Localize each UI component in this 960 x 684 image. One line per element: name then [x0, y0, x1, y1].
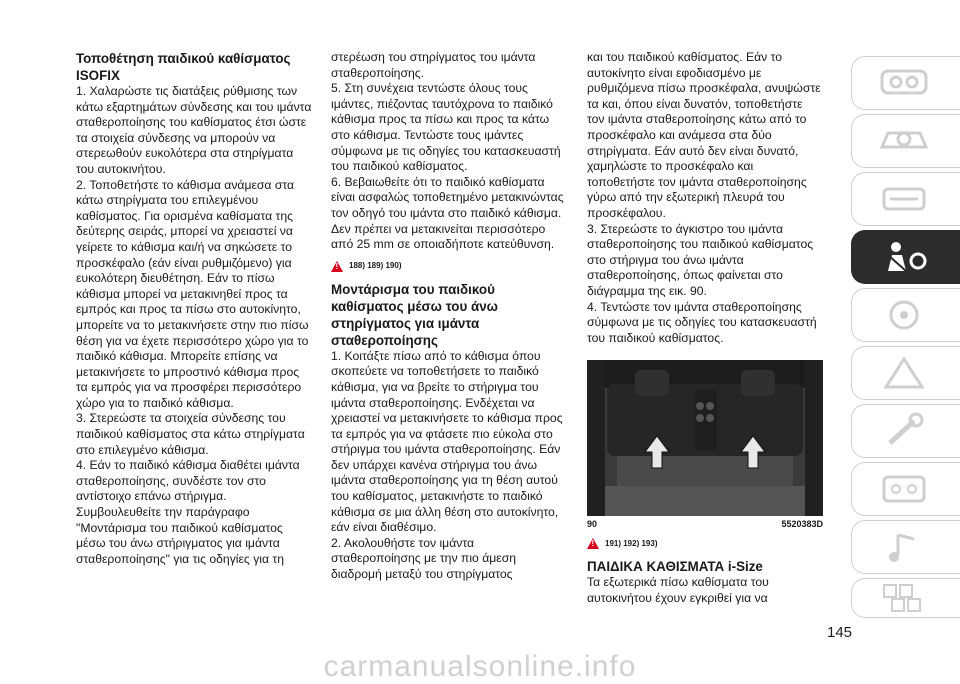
paragraph: 3. Στερεώστε το άγκιστρο του ιμάντα σταθεροποίησης του παιδικού καθίσματος στο στήριγμα του άνω ιμάντα σταθεροποίησης, όπως φαίνεται στο διάγραμμα της εικ. 90. [587, 221, 814, 298]
wrench-icon [874, 411, 934, 451]
tab-starting-driving[interactable] [851, 288, 960, 342]
section-heading-isofix: Τοποθέτηση παιδικού καθίσματος ISOFIX [76, 51, 291, 83]
paragraph: 3. Στερεώστε τα στοιχεία σύνδεσης του παιδικού καθίσματος στα κάτω στηρίγματα στο επιλεγμένο κάθισμα. [76, 411, 305, 457]
figure-number: 90 [587, 519, 598, 530]
tab-emergency[interactable] [851, 346, 960, 400]
chapter-tabs [830, 56, 960, 616]
music-note-icon [874, 527, 934, 567]
warning-reference [587, 538, 823, 549]
warning-refs: 188) 189) 190) [349, 261, 402, 271]
figure-caption [587, 518, 823, 530]
index-letters-icon [874, 581, 934, 615]
tab-index[interactable] [851, 578, 960, 618]
rear-seat-illustration [587, 360, 823, 516]
car-warning-icon [874, 121, 934, 161]
paragraph: 4. Τεντώστε τον ιμάντα σταθεροποίησης σύμφωνα με τις οδηγίες του κατασκευαστή του παιδικού καθίσματος. [587, 299, 817, 345]
tab-maintenance[interactable] [851, 404, 960, 458]
paragraph: 4. Εάν το παιδικό κάθισμα διαθέτει ιμάντα σταθεροποίησης, συνδέστε τον στο αντίστοιχο επάνω στήριγμα. Συμβουλευθείτε την παράγραφο "Μοντάρισμα του παιδικού καθίσματος μέσω του άνω στήριγματος για ιμάντα σταθεροποίησης" για τις οδηγίες για τη [76, 458, 300, 566]
column-3 [587, 50, 823, 606]
tab-safety[interactable] [851, 230, 960, 284]
warning-triangle-icon [331, 261, 343, 272]
car-dashboard-icon [874, 63, 934, 103]
paragraph: στερέωση του στηρίγματος του ιμάντα σταθεροποίησης. [331, 50, 536, 80]
seatbelt-safety-icon [874, 237, 934, 277]
paragraph: 5. Στη συνέχεια τεντώστε όλους τους ιμάντες, πιέζοντας ταυτόχρονα το παιδικό κάθισμα προς τα πίσω και προς τα κάτω στο κάθισμα. Τεντώστε τους ιμάντες σύμφωνα με τις οδηγίες του κατασκευαστή του παιδικού καθίσματος. [331, 81, 561, 174]
page-number: 145 [827, 624, 853, 641]
paragraph: και του παιδικού καθίσματος. Εάν το αυτοκίνητο είναι εφοδιασμένο με ρυθμιζόμενα πίσω προσκέφαλα, ανυψώστε τα και, όπου είναι δυνατόν, τοποθετήστε τον ιμάντα σταθεροποίησης κάτω από το προσκέφαλο και ανάμεσα στα δύο στηρίγματα. Εάν αυτό δεν είναι δυνατό, χαμηλώστε το προσκέφαλο και τοποθετήστε τον ιμάντα σταθεροποίησης γύρω από την εξωτερική πλευρά του προσκέφαλου. [587, 50, 821, 220]
paragraph: 1. Κοιτάξτε πίσω από το κάθισμα όπου σκοπεύετε να τοποθετήσετε το παιδικό κάθισμα, για να βρείτε το στήριγμα του ιμάντα σταθεροποίησης. Ενδέχεται να χρειαστεί να μετακινήσετε το κάθισμα προς τα εμπρός για να φτάσετε πιο εύκολα στο στήριγμα του ιμάντα σταθεροποίησης. Εάν δεν υπάρχει κανένα στήριγμα του άνω ιμάντα σταθεροποίησης για τη θέση αυτού του καθίσματος, μετακινήστε το παιδικό κάθισμα σε μια άλλη θέση στο αυτοκίνητο, εάν είναι διαθέσιμο. [331, 348, 563, 535]
tab-display[interactable] [851, 172, 960, 226]
car-display-icon [874, 179, 934, 219]
figure-rear-seat-photo [587, 360, 823, 516]
column-2 [331, 50, 567, 583]
watermark: carmanualsonline.info [323, 650, 637, 683]
hazard-triangle-icon [874, 353, 934, 393]
technical-data-icon [874, 469, 934, 509]
tab-warning-lights[interactable] [851, 114, 960, 168]
steering-wheel-icon [874, 295, 934, 335]
section-heading-tether: Μοντάρισμα του παιδικού καθίσματος μέσω του άνω στηρίγματος για ιμάντα σταθεροποίησης [331, 281, 498, 348]
column-1 [76, 50, 312, 567]
paragraph: 1. Χαλαρώστε τις διατάξεις ρύθμισης των κάτω εξαρτημάτων σύνδεσης και του ιμάντα σταθεροποίησης του καθίσματος έτσι ώστε τα στοιχεία σύνδεσης να μπορούν να στερεωθούν ευκολότερα στα στηρίγματα του αυτοκινήτου. [76, 84, 312, 176]
tab-multimedia[interactable] [851, 520, 960, 574]
tab-technical-data[interactable] [851, 462, 960, 516]
tab-dashboard[interactable] [851, 56, 960, 110]
warning-reference [331, 261, 567, 272]
paragraph: Τα εξωτερικά πίσω καθίσματα του αυτοκινήτου έχουν εγκριθεί για να [587, 575, 769, 605]
section-heading-isize: ΠΑΙΔΙΚΑ ΚΑΘΙΣΜΑΤΑ i-Size [587, 559, 763, 575]
warning-refs: 191) 192) 193) [605, 538, 658, 548]
paragraph: 2. Ακολουθήστε τον ιμάντα σταθεροποίησης με την πιο άμεση διαδρομή μεταξύ του στηρίγματος [331, 535, 517, 582]
figure-code: 5520383D [781, 519, 823, 530]
warning-triangle-icon [587, 538, 599, 549]
paragraph: 6. Βεβαιωθείτε ότι το παιδικό καθίσματα είναι ασφαλώς τοποθετημένο μετακινώντας τον οδηγό του ιμάντα στο παιδικό κάθισμα. Δεν πρέπει να μετακινείται περισσότερο από 25 mm σε οποιαδήποτε κατεύθυνση. [331, 174, 564, 252]
paragraph: 2. Τοποθετήστε το κάθισμα ανάμεσα στα κάτω στηρίγματα του επιλεγμένου καθίσματος. Για ορισμένα καθίσματα της δεύτερης σειράς, μπορεί να χρειαστεί να γείρετε το κάθισμα και/ή να σηκώσετε το προσκέφαλο (εάν είναι ρυθμιζόμενο) για ευκολότερη διευθέτηση. Εάν το πίσω κάθισμα μπορεί να μετακινηθεί προς τα εμπρός και προς τα πίσω στο αυτοκίνητο, μπορείτε να το μετακινήσετε στην πιο πίσω θέση για να έχετε περισσότερο χώρο για το παιδικό κάθισμα. Μπορείτε επίσης να μετακινήσετε το μπροστινό κάθισμα προς τα εμπρός για να προσφέρει περισσότερο χώρο για το παιδικό κάθισμα. [76, 177, 309, 410]
